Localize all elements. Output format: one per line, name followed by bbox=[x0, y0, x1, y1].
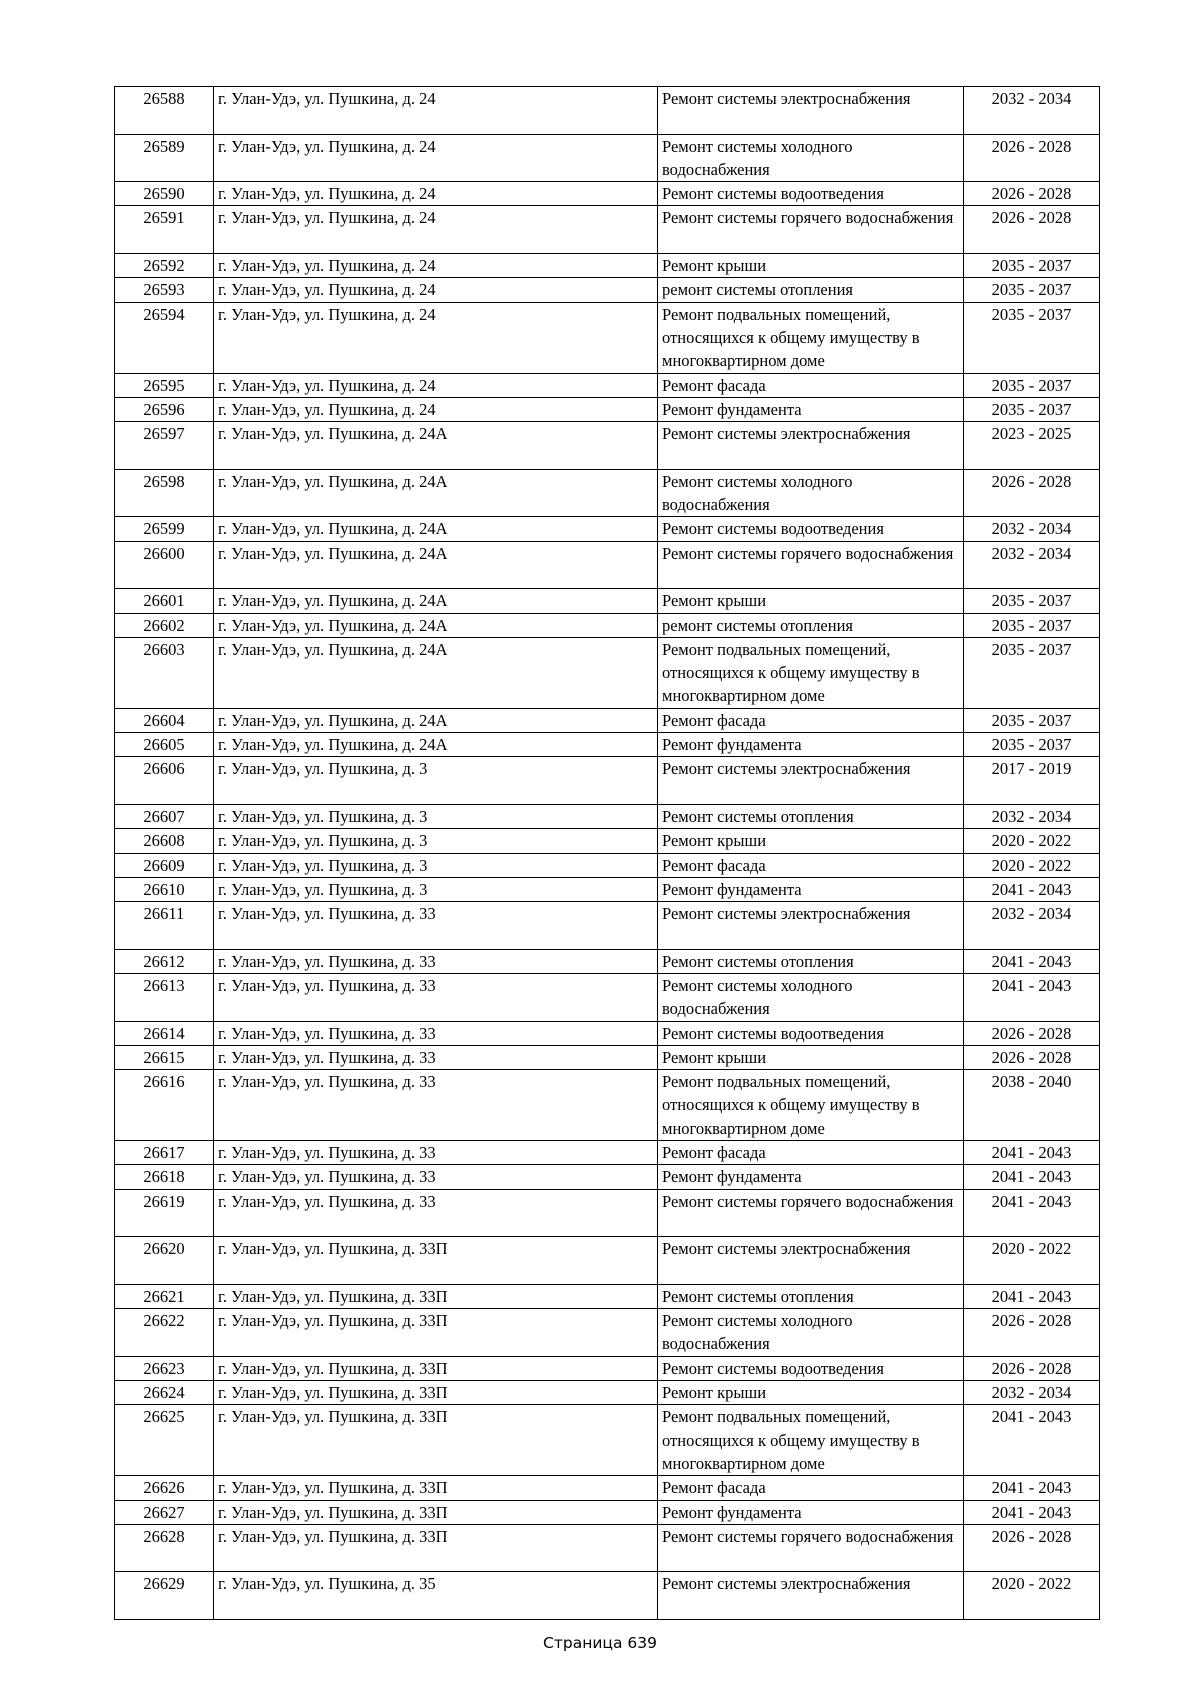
row-work-type-cell: Ремонт системы электроснабжения bbox=[658, 902, 964, 950]
row-work-type-cell: Ремонт подвальных помещений, относящихся к общему имуществу в многоквартирном доме bbox=[658, 302, 964, 373]
row-id-cell: 26596 bbox=[115, 397, 214, 421]
row-id-cell: 26591 bbox=[115, 206, 214, 254]
row-address-cell: г. Улан-Удэ, ул. Пушкина, д. 24 bbox=[214, 397, 658, 421]
row-id-cell: 26598 bbox=[115, 469, 214, 517]
row-period-cell: 2023 - 2025 bbox=[964, 422, 1100, 470]
row-period-cell: 2026 - 2028 bbox=[964, 1021, 1100, 1045]
row-period-cell: 2032 - 2034 bbox=[964, 1381, 1100, 1405]
row-period-cell: 2032 - 2034 bbox=[964, 902, 1100, 950]
table-row bbox=[115, 733, 1100, 757]
row-period-cell: 2038 - 2040 bbox=[964, 1070, 1100, 1141]
table-row bbox=[115, 134, 1100, 182]
row-id-cell: 26612 bbox=[115, 949, 214, 973]
row-address-cell: г. Улан-Удэ, ул. Пушкина, д. 24А bbox=[214, 708, 658, 732]
table-row bbox=[115, 853, 1100, 877]
row-work-type-cell: Ремонт фасада bbox=[658, 708, 964, 732]
row-work-type-cell: Ремонт крыши bbox=[658, 254, 964, 278]
row-period-cell: 2026 - 2028 bbox=[964, 1045, 1100, 1069]
row-id-cell: 26595 bbox=[115, 373, 214, 397]
table-row bbox=[115, 1284, 1100, 1308]
row-work-type-cell: Ремонт системы электроснабжения bbox=[658, 757, 964, 805]
row-period-cell: 2020 - 2022 bbox=[964, 1237, 1100, 1285]
row-period-cell: 2041 - 2043 bbox=[964, 1405, 1100, 1476]
row-work-type-cell: Ремонт фасада bbox=[658, 853, 964, 877]
table-row bbox=[115, 949, 1100, 973]
row-address-cell: г. Улан-Удэ, ул. Пушкина, д. 24 bbox=[214, 182, 658, 206]
row-period-cell: 2041 - 2043 bbox=[964, 877, 1100, 901]
row-address-cell: г. Улан-Удэ, ул. Пушкина, д. 24 bbox=[214, 134, 658, 182]
row-id-cell: 26593 bbox=[115, 278, 214, 302]
repair-schedule-table bbox=[114, 86, 1100, 1620]
row-work-type-cell: Ремонт системы холодного водоснабжения bbox=[658, 973, 964, 1021]
row-work-type-cell: Ремонт крыши bbox=[658, 589, 964, 613]
row-id-cell: 26609 bbox=[115, 853, 214, 877]
table-row bbox=[115, 613, 1100, 637]
row-period-cell: 2041 - 2043 bbox=[964, 1141, 1100, 1165]
row-address-cell: г. Улан-Удэ, ул. Пушкина, д. 33 bbox=[214, 973, 658, 1021]
table-row bbox=[115, 1476, 1100, 1500]
row-work-type-cell: Ремонт системы водоотведения bbox=[658, 1356, 964, 1380]
row-period-cell: 2035 - 2037 bbox=[964, 613, 1100, 637]
row-id-cell: 26610 bbox=[115, 877, 214, 901]
row-work-type-cell: ремонт системы отопления bbox=[658, 613, 964, 637]
row-work-type-cell: Ремонт фасада bbox=[658, 1476, 964, 1500]
row-id-cell: 26613 bbox=[115, 973, 214, 1021]
row-period-cell: 2026 - 2028 bbox=[964, 1356, 1100, 1380]
row-work-type-cell: Ремонт системы электроснабжения bbox=[658, 1572, 964, 1620]
row-address-cell: г. Улан-Удэ, ул. Пушкина, д. 35 bbox=[214, 1572, 658, 1620]
table-row bbox=[115, 1237, 1100, 1285]
table-row bbox=[115, 254, 1100, 278]
row-address-cell: г. Улан-Удэ, ул. Пушкина, д. 24 bbox=[214, 254, 658, 278]
row-id-cell: 26615 bbox=[115, 1045, 214, 1069]
row-address-cell: г. Улан-Удэ, ул. Пушкина, д. 24А bbox=[214, 469, 658, 517]
row-address-cell: г. Улан-Удэ, ул. Пушкина, д. 33П bbox=[214, 1284, 658, 1308]
row-address-cell: г. Улан-Удэ, ул. Пушкина, д. 24А bbox=[214, 422, 658, 470]
row-id-cell: 26603 bbox=[115, 637, 214, 708]
table-row bbox=[115, 1021, 1100, 1045]
row-id-cell: 26622 bbox=[115, 1309, 214, 1357]
row-id-cell: 26628 bbox=[115, 1524, 214, 1572]
row-id-cell: 26601 bbox=[115, 589, 214, 613]
row-period-cell: 2035 - 2037 bbox=[964, 302, 1100, 373]
row-period-cell: 2035 - 2037 bbox=[964, 637, 1100, 708]
row-address-cell: г. Улан-Удэ, ул. Пушкина, д. 33 bbox=[214, 949, 658, 973]
row-id-cell: 26627 bbox=[115, 1500, 214, 1524]
row-period-cell: 2035 - 2037 bbox=[964, 254, 1100, 278]
table-row bbox=[115, 278, 1100, 302]
row-id-cell: 26606 bbox=[115, 757, 214, 805]
row-work-type-cell: Ремонт фасада bbox=[658, 1141, 964, 1165]
row-id-cell: 26589 bbox=[115, 134, 214, 182]
row-period-cell: 2032 - 2034 bbox=[964, 541, 1100, 589]
row-id-cell: 26608 bbox=[115, 829, 214, 853]
row-id-cell: 26618 bbox=[115, 1165, 214, 1189]
row-address-cell: г. Улан-Удэ, ул. Пушкина, д. 33П bbox=[214, 1405, 658, 1476]
row-id-cell: 26626 bbox=[115, 1476, 214, 1500]
row-id-cell: 26602 bbox=[115, 613, 214, 637]
table-row bbox=[115, 902, 1100, 950]
row-id-cell: 26590 bbox=[115, 182, 214, 206]
row-work-type-cell: Ремонт фундамента bbox=[658, 397, 964, 421]
table-row bbox=[115, 637, 1100, 708]
row-period-cell: 2032 - 2034 bbox=[964, 87, 1100, 135]
table-row bbox=[115, 1356, 1100, 1380]
row-work-type-cell: Ремонт системы водоотведения bbox=[658, 517, 964, 541]
table-row bbox=[115, 517, 1100, 541]
row-address-cell: г. Улан-Удэ, ул. Пушкина, д. 33П bbox=[214, 1500, 658, 1524]
row-work-type-cell: Ремонт фундамента bbox=[658, 733, 964, 757]
row-id-cell: 26621 bbox=[115, 1284, 214, 1308]
row-work-type-cell: Ремонт системы горячего водоснабжения bbox=[658, 206, 964, 254]
row-work-type-cell: Ремонт фундамента bbox=[658, 1165, 964, 1189]
table-row bbox=[115, 1524, 1100, 1572]
row-work-type-cell: Ремонт системы водоотведения bbox=[658, 1021, 964, 1045]
row-period-cell: 2032 - 2034 bbox=[964, 804, 1100, 828]
row-period-cell: 2020 - 2022 bbox=[964, 1572, 1100, 1620]
row-address-cell: г. Улан-Удэ, ул. Пушкина, д. 33П bbox=[214, 1524, 658, 1572]
table-row bbox=[115, 206, 1100, 254]
row-work-type-cell: Ремонт крыши bbox=[658, 1381, 964, 1405]
row-work-type-cell: Ремонт системы холодного водоснабжения bbox=[658, 469, 964, 517]
row-period-cell: 2041 - 2043 bbox=[964, 1500, 1100, 1524]
row-address-cell: г. Улан-Удэ, ул. Пушкина, д. 24А bbox=[214, 541, 658, 589]
row-address-cell: г. Улан-Удэ, ул. Пушкина, д. 33П bbox=[214, 1309, 658, 1357]
row-period-cell: 2035 - 2037 bbox=[964, 373, 1100, 397]
row-work-type-cell: Ремонт системы электроснабжения bbox=[658, 87, 964, 135]
row-period-cell: 2020 - 2022 bbox=[964, 853, 1100, 877]
table-row bbox=[115, 973, 1100, 1021]
row-id-cell: 26619 bbox=[115, 1189, 214, 1237]
row-address-cell: г. Улан-Удэ, ул. Пушкина, д. 33 bbox=[214, 1141, 658, 1165]
row-id-cell: 26617 bbox=[115, 1141, 214, 1165]
row-address-cell: г. Улан-Удэ, ул. Пушкина, д. 24 bbox=[214, 278, 658, 302]
row-id-cell: 26623 bbox=[115, 1356, 214, 1380]
table-row bbox=[115, 1405, 1100, 1476]
row-work-type-cell: Ремонт фундамента bbox=[658, 1500, 964, 1524]
row-period-cell: 2017 - 2019 bbox=[964, 757, 1100, 805]
table-row bbox=[115, 1070, 1100, 1141]
table-row bbox=[115, 469, 1100, 517]
row-period-cell: 2026 - 2028 bbox=[964, 182, 1100, 206]
row-period-cell: 2041 - 2043 bbox=[964, 949, 1100, 973]
row-address-cell: г. Улан-Удэ, ул. Пушкина, д. 33 bbox=[214, 1165, 658, 1189]
row-work-type-cell: Ремонт подвальных помещений, относящихся к общему имуществу в многоквартирном доме bbox=[658, 1070, 964, 1141]
row-address-cell: г. Улан-Удэ, ул. Пушкина, д. 33 bbox=[214, 1021, 658, 1045]
row-work-type-cell: ремонт системы отопления bbox=[658, 278, 964, 302]
row-address-cell: г. Улан-Удэ, ул. Пушкина, д. 33П bbox=[214, 1356, 658, 1380]
row-id-cell: 26600 bbox=[115, 541, 214, 589]
row-work-type-cell: Ремонт системы горячего водоснабжения bbox=[658, 1189, 964, 1237]
row-period-cell: 2035 - 2037 bbox=[964, 708, 1100, 732]
table-row bbox=[115, 1500, 1100, 1524]
row-period-cell: 2041 - 2043 bbox=[964, 1165, 1100, 1189]
row-period-cell: 2041 - 2043 bbox=[964, 973, 1100, 1021]
row-period-cell: 2032 - 2034 bbox=[964, 517, 1100, 541]
row-address-cell: г. Улан-Удэ, ул. Пушкина, д. 24 bbox=[214, 206, 658, 254]
table-row bbox=[115, 804, 1100, 828]
table-row bbox=[115, 829, 1100, 853]
row-period-cell: 2026 - 2028 bbox=[964, 1309, 1100, 1357]
table-row bbox=[115, 1141, 1100, 1165]
table-row bbox=[115, 757, 1100, 805]
row-address-cell: г. Улан-Удэ, ул. Пушкина, д. 33 bbox=[214, 902, 658, 950]
row-id-cell: 26599 bbox=[115, 517, 214, 541]
table-row bbox=[115, 373, 1100, 397]
table-row bbox=[115, 302, 1100, 373]
row-address-cell: г. Улан-Удэ, ул. Пушкина, д. 24А bbox=[214, 613, 658, 637]
row-work-type-cell: Ремонт системы отопления bbox=[658, 804, 964, 828]
row-id-cell: 26607 bbox=[115, 804, 214, 828]
row-work-type-cell: Ремонт крыши bbox=[658, 829, 964, 853]
row-id-cell: 26588 bbox=[115, 87, 214, 135]
row-id-cell: 26629 bbox=[115, 1572, 214, 1620]
row-work-type-cell: Ремонт фундамента bbox=[658, 877, 964, 901]
row-address-cell: г. Улан-Удэ, ул. Пушкина, д. 24А bbox=[214, 637, 658, 708]
row-address-cell: г. Улан-Удэ, ул. Пушкина, д. 3 bbox=[214, 804, 658, 828]
row-period-cell: 2041 - 2043 bbox=[964, 1284, 1100, 1308]
row-id-cell: 26625 bbox=[115, 1405, 214, 1476]
row-id-cell: 26597 bbox=[115, 422, 214, 470]
row-work-type-cell: Ремонт системы отопления bbox=[658, 949, 964, 973]
row-work-type-cell: Ремонт крыши bbox=[658, 1045, 964, 1069]
table-row bbox=[115, 1045, 1100, 1069]
row-work-type-cell: Ремонт системы холодного водоснабжения bbox=[658, 1309, 964, 1357]
row-id-cell: 26614 bbox=[115, 1021, 214, 1045]
table-row bbox=[115, 87, 1100, 135]
row-work-type-cell: Ремонт подвальных помещений, относящихся к общему имуществу в многоквартирном доме bbox=[658, 637, 964, 708]
row-id-cell: 26592 bbox=[115, 254, 214, 278]
row-period-cell: 2026 - 2028 bbox=[964, 134, 1100, 182]
row-address-cell: г. Улан-Удэ, ул. Пушкина, д. 24 bbox=[214, 373, 658, 397]
row-address-cell: г. Улан-Удэ, ул. Пушкина, д. 24А bbox=[214, 589, 658, 613]
row-address-cell: г. Улан-Удэ, ул. Пушкина, д. 3 bbox=[214, 877, 658, 901]
table-row bbox=[115, 1381, 1100, 1405]
row-work-type-cell: Ремонт системы горячего водоснабжения bbox=[658, 541, 964, 589]
row-work-type-cell: Ремонт системы водоотведения bbox=[658, 182, 964, 206]
table-row bbox=[115, 182, 1100, 206]
row-id-cell: 26624 bbox=[115, 1381, 214, 1405]
row-address-cell: г. Улан-Удэ, ул. Пушкина, д. 33 bbox=[214, 1070, 658, 1141]
row-address-cell: г. Улан-Удэ, ул. Пушкина, д. 33 bbox=[214, 1045, 658, 1069]
table-row bbox=[115, 589, 1100, 613]
row-id-cell: 26620 bbox=[115, 1237, 214, 1285]
row-address-cell: г. Улан-Удэ, ул. Пушкина, д. 24А bbox=[214, 517, 658, 541]
row-id-cell: 26611 bbox=[115, 902, 214, 950]
row-period-cell: 2041 - 2043 bbox=[964, 1189, 1100, 1237]
row-id-cell: 26605 bbox=[115, 733, 214, 757]
row-period-cell: 2041 - 2043 bbox=[964, 1476, 1100, 1500]
row-period-cell: 2026 - 2028 bbox=[964, 469, 1100, 517]
table-row bbox=[115, 541, 1100, 589]
row-address-cell: г. Улан-Удэ, ул. Пушкина, д. 24 bbox=[214, 302, 658, 373]
table-row bbox=[115, 708, 1100, 732]
page-number: Страница 639 bbox=[543, 1634, 657, 1652]
row-address-cell: г. Улан-Удэ, ул. Пушкина, д. 33 bbox=[214, 1189, 658, 1237]
row-period-cell: 2026 - 2028 bbox=[964, 1524, 1100, 1572]
row-period-cell: 2035 - 2037 bbox=[964, 733, 1100, 757]
row-work-type-cell: Ремонт подвальных помещений, относящихся к общему имуществу в многоквартирном доме bbox=[658, 1405, 964, 1476]
table-row bbox=[115, 1572, 1100, 1620]
row-address-cell: г. Улан-Удэ, ул. Пушкина, д. 24 bbox=[214, 87, 658, 135]
table-body bbox=[115, 87, 1100, 1620]
row-period-cell: 2035 - 2037 bbox=[964, 589, 1100, 613]
row-period-cell: 2026 - 2028 bbox=[964, 206, 1100, 254]
row-address-cell: г. Улан-Удэ, ул. Пушкина, д. 33П bbox=[214, 1237, 658, 1285]
row-work-type-cell: Ремонт системы электроснабжения bbox=[658, 422, 964, 470]
table-row bbox=[115, 1165, 1100, 1189]
row-work-type-cell: Ремонт фасада bbox=[658, 373, 964, 397]
row-address-cell: г. Улан-Удэ, ул. Пушкина, д. 3 bbox=[214, 853, 658, 877]
row-work-type-cell: Ремонт системы электроснабжения bbox=[658, 1237, 964, 1285]
row-address-cell: г. Улан-Удэ, ул. Пушкина, д. 3 bbox=[214, 757, 658, 805]
row-address-cell: г. Улан-Удэ, ул. Пушкина, д. 3 bbox=[214, 829, 658, 853]
table-row bbox=[115, 877, 1100, 901]
row-period-cell: 2035 - 2037 bbox=[964, 278, 1100, 302]
row-work-type-cell: Ремонт системы холодного водоснабжения bbox=[658, 134, 964, 182]
row-period-cell: 2035 - 2037 bbox=[964, 397, 1100, 421]
row-address-cell: г. Улан-Удэ, ул. Пушкина, д. 33П bbox=[214, 1381, 658, 1405]
row-address-cell: г. Улан-Удэ, ул. Пушкина, д. 33П bbox=[214, 1476, 658, 1500]
row-id-cell: 26594 bbox=[115, 302, 214, 373]
row-id-cell: 26616 bbox=[115, 1070, 214, 1141]
row-work-type-cell: Ремонт системы горячего водоснабжения bbox=[658, 1524, 964, 1572]
row-period-cell: 2020 - 2022 bbox=[964, 829, 1100, 853]
table-row bbox=[115, 422, 1100, 470]
row-id-cell: 26604 bbox=[115, 708, 214, 732]
table-row bbox=[115, 1309, 1100, 1357]
table-row bbox=[115, 1189, 1100, 1237]
table-row bbox=[115, 397, 1100, 421]
row-work-type-cell: Ремонт системы отопления bbox=[658, 1284, 964, 1308]
row-address-cell: г. Улан-Удэ, ул. Пушкина, д. 24А bbox=[214, 733, 658, 757]
